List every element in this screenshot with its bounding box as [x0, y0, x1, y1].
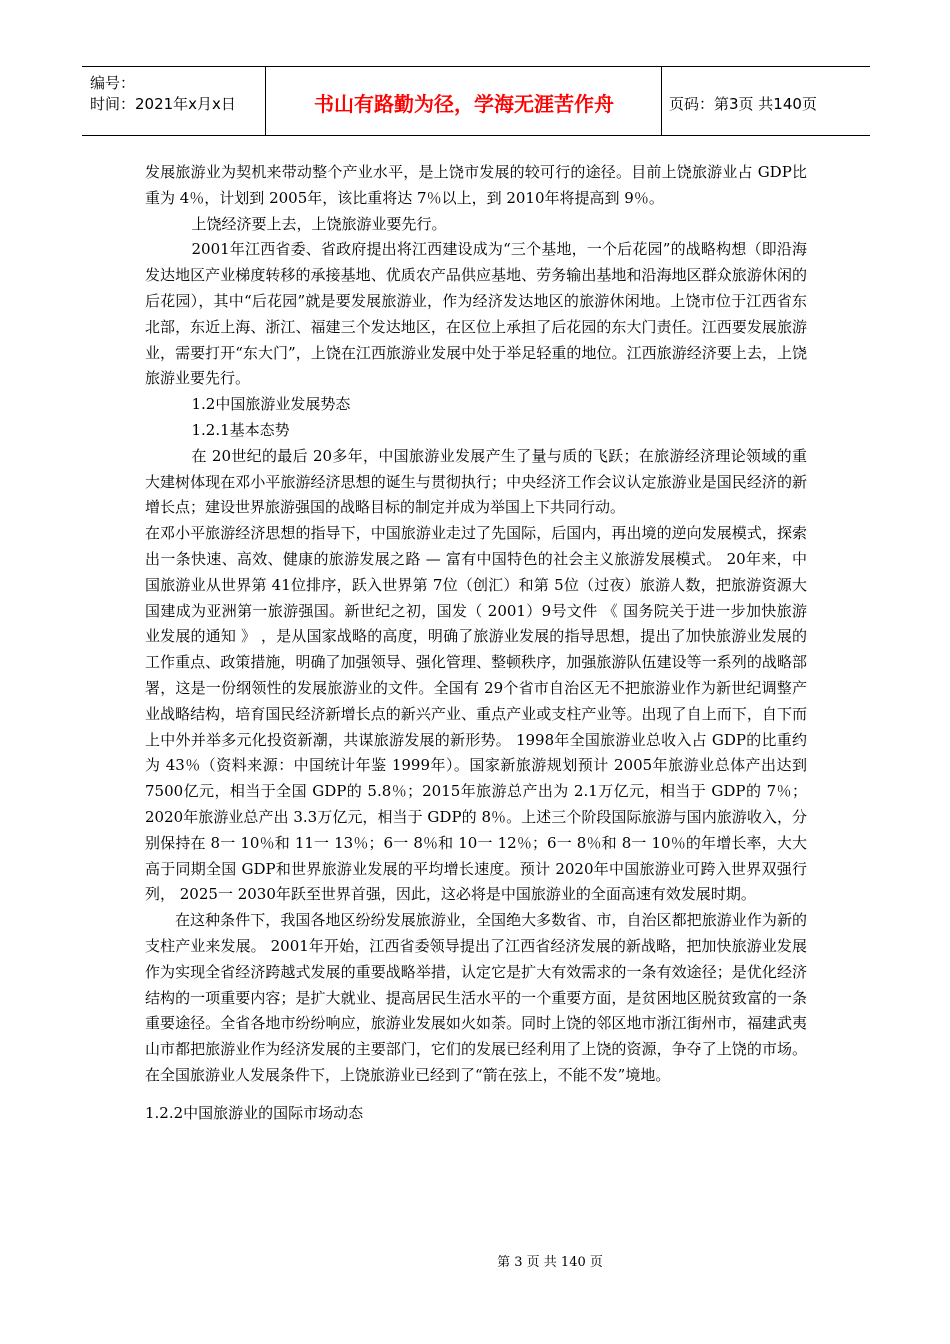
paragraph: 2001年江西省委、省政府提出将江西建设成为“三个基地，一个后花园”的战略构想（即沿海发达地区产业梯度转移的承接基地、优质农产品供应基地、劳务输出基地和沿海地区群众旅游休闲的后花园），其中“后花园”就是要发展旅游业，作为经济发达地区的旅游休闲地。上饶市位于江西省东北部，东近上海、浙江、福建三个发达地区，在区位上承担了后花园的东大门责任。江西要发展旅游业，需要打开“东大门”，上饶在江西旅游业发展中处于举足轻重的地位。江西旅游经济要上去，上饶旅游业要先行。 — [145, 240, 807, 388]
header-divider — [265, 67, 266, 135]
header-motto: 书山有路勤为径，学海无涯苦作舟 — [314, 92, 614, 116]
page-header — [82, 66, 870, 136]
doc-time-label: 时间：2021年x月x日 — [90, 95, 236, 113]
subsection-heading: 1.2.2中国旅游业的国际市场动态 — [145, 1103, 364, 1122]
paragraph: 在邓小平旅游经济思想的指导下，中国旅游业走过了先国际，后国内，再出境的逆向发展模式，探索出一条快速、高效、健康的旅游发展之路 — 富有中国特色的社会主义旅游发展模式。 20年来，中国旅游业从世界第 41位排序，跃入世界第 7位（创汇）和第 5位（过夜）旅游人数，把旅游资源大国建成为亚洲第一旅游强国。新世纪之初，国发（ 2001）9号文件 《 国务院关于进一步加快旅游业发展的通知 》 ，是从国家战略的高度，明确了旅游业发展的指导思想，提出了加快旅游业发展的工作重点、政策措施，明确了加强领导、强化管理、整顿秩序，加强旅游队伍建设等一系列的战略部署，这是一份纲领性的发展旅游业的文件。全国有 29个省市自治区无不把旅游业作为新世纪调整产业战略结构，培育国民经济新增长点的新兴产业、重点产业或支柱产业等。出现了自上而下，自下而上中外并举多元化投资新潮，共谋旅游发展的新形势。 1998年全国旅游业总收入占 GDP的比重约为 43％（资料来源：中国统计年鉴 1999年）。国家新旅游规划预计 2005年旅游业总体产出达到 7500亿元，相当于全国 GDP的 5.8％；2015年旅游总产出为 2.1万亿元，相当于 GDP的 7％；2020年旅游业总产出 3.3万亿元，相当于 GDP的 8％。上述三个阶段国际旅游与国内旅游收入，分别保持在 8一 10％和 11一 13％；6一 8％和 10一 12％；6一 8％和 8一 10％的年增长率，大大高于同期全国 GDP和世界旅游业发展的平均增长速度。预计 2020年中国旅游业可跨入世界双强行列， 2025一 2030年跃至世界首强，因此，这必将是中国旅游业的全面高速有效发展时期。 — [145, 524, 807, 904]
page-footer: 第 3 页 共 140 页 — [497, 1255, 603, 1270]
paragraph: 在这种条件下，我国各地区纷纷发展旅游业，全国绝大多数省、市，自治区都把旅游业作为新的支柱产业来发展。 2001年开始，江西省委领导提出了江西省经济发展的新战略，把加快旅游业发展作为实现全省经济跨越式发展的重要战略举措，认定它是扩大有效需求的一条有效途径；是优化经济结构的一项重要内容；是扩大就业、提高居民生活水平的一个重要方面，是贫困地区脱贫致富的一条重要途径。全省各地市纷纷响应，旅游业发展如火如荼。同时上饶的邻区地市浙江街州市，福建武夷山市都把旅游业作为经济发展的主要部门，它们的发展已经利用了上饶的资源，争夺了上饶的市场。在全国旅游业人发展条件下，上饶旅游业已经到了“箭在弦上，不能不发”境地。 — [145, 911, 807, 1084]
paragraph: 在 20世纪的最后 20多年，中国旅游业发展产生了量与质的飞跃；在旅游经济理论领域的重大建树体现在邓小平旅游经济思想的诞生与贯彻执行；中央经济工作会议认定旅游业是国民经济的新增长点；建设世界旅游强国的战略目标的制定并成为举国上下共同行动。 — [145, 446, 807, 517]
paragraph: 发展旅游业为契机来带动整个产业水平，是上饶市发展的较可行的途径。目前上饶旅游业占 GDP比重为 4％，计划到 2005年，该比重将达 7％以上，到 2010年将提高到 9％。 — [145, 163, 807, 207]
header-divider — [661, 67, 662, 135]
section-heading: 1.2中国旅游业发展势态 — [191, 395, 351, 414]
subsection-heading: 1.2.1基本态势 — [191, 420, 290, 439]
paragraph: 上饶经济要上去，上饶旅游业要先行。 — [191, 214, 447, 233]
doc-number-label: 编号： — [90, 74, 136, 92]
document-body — [145, 160, 807, 1126]
header-page-label: 页码：第3页 共140页 — [669, 95, 817, 113]
